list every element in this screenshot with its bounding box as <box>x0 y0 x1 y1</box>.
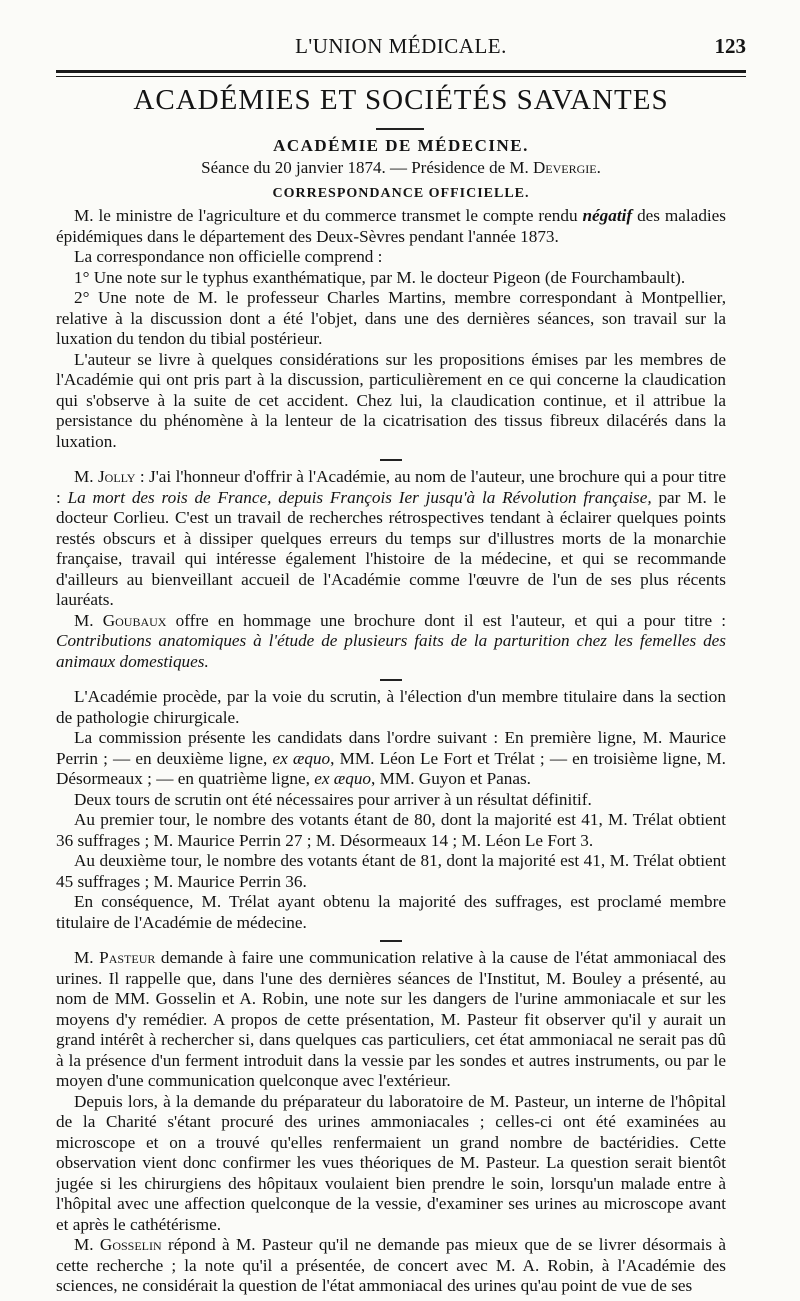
session-prefix: Séance du 20 janvier 1874. — Présidence de M. <box>201 158 529 177</box>
paragraph-two-rounds: Deux tours de scrutin ont été nécessaires pour arriver à un résultat définitif. <box>74 789 592 809</box>
session-line <box>56 158 746 178</box>
paragraph-author-remarks: L'auteur se livre à quelques considérations sur les propositions émises par les membres de l'Académie qui ont pris part à la discussion, particulièrement en ce qui concerne la claudication qui s'observe à la suite de cet accident. Chez lui, la claudication continue, et il attribue la persistance du phénomène à la lenteur de la cicatrisation des tissus fibreux dilacérés dans la luxation. <box>56 349 726 451</box>
subsection-title: ACADÉMIE DE MÉDECINE. <box>273 136 529 155</box>
paragraph-candidates: La commission présente les candidats dans l'ordre suivant : En première ligne, M. Maurice Perrin ; — en deuxième ligne, ex æquo, MM. Léon Le Fort et Trélat ; — en troisième ligne, M. Désormeaux ; — en quatrième ligne, ex æquo, MM. Guyon et Panas. <box>56 728 726 788</box>
session-president: Devergie. <box>533 158 601 177</box>
running-head <box>56 26 746 66</box>
section-divider <box>56 933 726 948</box>
paragraph-first-round: Au premier tour, le nombre des votants étant de 80, dont la majorité est 41, M. Trélat obtient 36 suffrages ; M. Maurice Perrin 27 ; M. Désormeaux 14 ; M. Léon Le Fort 3. <box>56 810 726 850</box>
paragraph-election: L'Académie procède, par la voie du scrutin, à l'élection d'un membre titulaire dans la section de pathologie chirurgicale. <box>56 687 726 727</box>
paragraph-correspondence: La correspondance non officielle comprend : <box>74 247 383 266</box>
paragraph-goubaux: M. Goubaux offre en hommage une brochure dont il est l'auteur, et qui a pour titre : Contributions anatomiques à l'étude de plusieurs faits de la parturition chez les femelles des animaux domestiques. <box>56 610 726 671</box>
paragraph-ministry: M. le ministre de l'agriculture et du commerce transmet le compte rendu négatif des maladies épidémiques dans le département des Deux-Sèvres pendant l'année 1873. <box>56 206 726 246</box>
section-divider <box>56 452 726 467</box>
paragraph-gosselin: M. Gosselin répond à M. Pasteur qu'il ne demande pas mieux que de se livrer désormais à cette recherche ; la note qu'il a présentée, de concert avec M. A. Robin, à l'Académie des sciences, ne considérait la question de l'état ammoniacal des urines qu'au point de vue de ses <box>56 1235 726 1295</box>
header-rule-thick <box>56 70 746 73</box>
article-body <box>56 206 726 1297</box>
page-number: 123 <box>714 34 746 58</box>
correspondence-title: CORRESPONDANCE OFFICIELLE. <box>272 186 530 201</box>
paragraph-second-round: Au deuxième tour, le nombre des votants étant de 81, dont la majorité est 41, M. Trélat obtient 45 suffrages ; M. Maurice Perrin 36. <box>56 851 726 891</box>
title-divider <box>376 128 424 130</box>
journal-title: L'UNION MÉDICALE. <box>295 34 507 58</box>
header-rule-thin <box>56 76 746 77</box>
paragraph-pasteur: M. Pasteur demande à faire une communication relative à la cause de l'état ammoniacal des urines. Il rappelle que, dans l'une des dernières séances de l'Institut, M. Bouley a présenté, au nom de MM. Gosselin et A. Robin, une note sur les dangers de l'urine ammoniacale et sur les moyens d'y remédier. A propos de cette présentation, M. Pasteur fit observer qu'il y aurait un grand intérêt à rechercher si, dans quelques cas particuliers, cet état ammoniacal ne serait pas dû à la présence d'un ferment introduit dans la vessie par les sondes et autres instruments, ou par le moyen d'une communication quelconque avec l'extérieur. <box>56 948 726 1090</box>
paragraph-microscope: Depuis lors, à la demande du préparateur du laboratoire de M. Pasteur, un interne de l'hôpital de la Charité s'étant procuré des urines ammoniacales ; celles-ci ont été examinées au microscope et on a trouvé qu'elles renfermaient un grand nombre de bactéridies. Cette observation vient donc confirmer les vues théoriques de M. Pasteur. La question serait bientôt jugée si les chirurgiens des hôpitaux voulaient bien prendre le soin, lorsqu'un malade entre à l'hôpital avec une affection quelconque de la vessie, d'examiner ses urines au microscope avant et après le cathétérisme. <box>56 1091 726 1234</box>
section-divider <box>56 672 726 687</box>
section-title: ACADÉMIES ET SOCIÉTÉS SAVANTES <box>133 84 669 116</box>
paragraph-note-2: 2° Une note de M. le professeur Charles Martins, membre correspondant à Montpellier, relative à la discussion dont a été l'objet, dans une des dernières séances, son travail sur la luxation du tendon du tibial postérieur. <box>56 288 726 348</box>
paragraph-jolly: M. Jolly : J'ai l'honneur d'offrir à l'Académie, au nom de l'auteur, une brochure qui a pour titre : La mort des rois de France, depuis François Ier jusqu'à la Révolution française, par M. le docteur Corlieu. C'est un travail de recherches rétrospectives tendant à éclairer quelques points restés obscurs et à dissiper quelques erreurs du temps sur d'illustres morts de la monarchie française, travail qui intéresse également l'histoire de la médecine, et qui se recommande d'ailleurs au bienveillant accueil de l'Académie comme l'œuvre de l'un de ses plus récents lauréats. <box>56 467 727 609</box>
paragraph-note-1: 1° Une note sur le typhus exanthématique, par M. le docteur Pigeon (de Fourchambault). <box>74 267 686 287</box>
paragraph-result: En conséquence, M. Trélat ayant obtenu la majorité des suffrages, est proclamé membre titulaire de l'Académie de médecine. <box>56 892 726 932</box>
